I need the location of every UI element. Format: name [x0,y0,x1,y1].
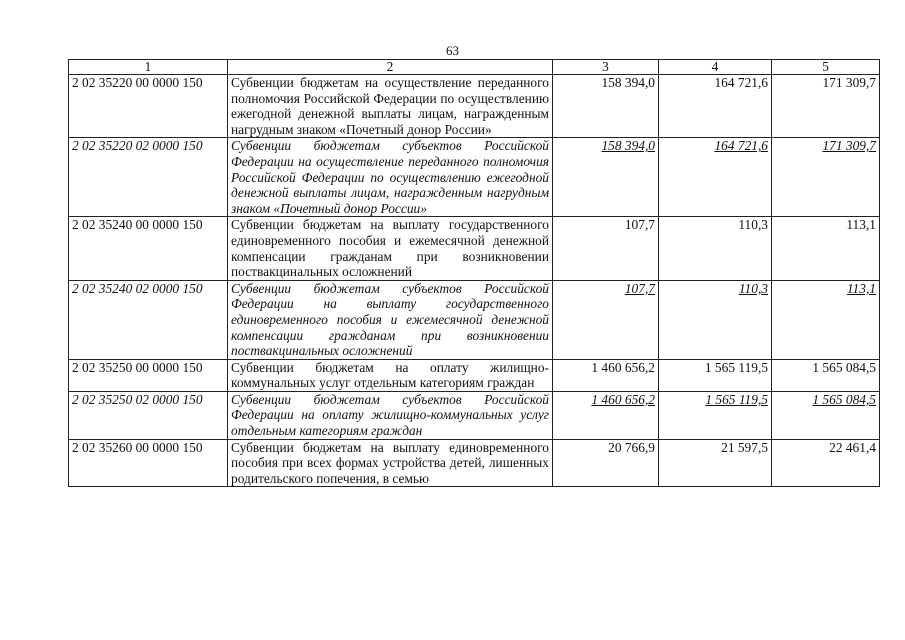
budget-code-cell: 2 02 35250 00 0000 150 [69,359,228,391]
header-row [69,60,880,75]
value-col5-cell [772,138,880,217]
value-col5: 1 565 084,5 [812,391,876,407]
value-col3: 107,7 [624,280,655,296]
budget-code-cell: 2 02 35240 02 0000 150 [69,280,228,359]
value-col4-cell [659,359,772,391]
table-row [69,359,880,391]
value-col4: 164 721,6 [714,75,768,90]
description-cell: Субвенции бюджетам субъектов Российской Федерации на осуществление переданного полномочия Российской Федерации по осуществлению ежегодной денежной выплаты лицам, награжденным нагрудным знаком «Почетный донор России» [228,138,553,217]
table-row [69,391,880,439]
value-col3-cell [553,359,659,391]
table-body [69,75,880,487]
value-col3-cell [553,217,659,280]
column-header-1: 1 [69,60,228,75]
value-col3: 1 460 656,2 [591,391,655,407]
value-col4: 21 597,5 [721,439,768,455]
value-col4: 110,3 [738,280,768,296]
value-col3-cell [553,75,659,138]
description-cell: Субвенции бюджетам субъектов Российской Федерации на выплату государственного единовременного пособия и ежемесячной денежной компенсации гражданам при возникновении поствакцинальных осложнений [228,280,553,359]
value-col4: 1 565 119,5 [705,391,768,407]
value-col3-cell [553,439,659,487]
value-col5: 113,1 [846,217,876,233]
value-col3-cell [553,138,659,217]
value-col5-cell [772,75,880,138]
table-row [69,138,880,217]
value-col3: 107,7 [624,217,655,233]
value-col4-cell [659,439,772,487]
description-cell: Субвенции бюджетам субъектов Российской Федерации на оплату жилищно-коммунальных услуг отдельным категориям граждан [228,391,553,439]
column-header-5: 5 [772,60,880,75]
table-row [69,75,880,138]
value-col5-cell [772,439,880,487]
value-col5: 171 309,7 [822,138,876,154]
table-row [69,439,880,487]
budget-code-cell: 2 02 35240 00 0000 150 [69,217,228,280]
value-col3: 158 394,0 [601,138,655,154]
value-col5: 1 565 084,5 [812,359,876,375]
value-col4: 1 565 119,5 [704,359,768,375]
budget-code-cell: 2 02 35220 02 0000 150 [69,138,228,217]
column-header-3: 3 [553,60,659,75]
description-cell: Субвенции бюджетам на осуществление переданного полномочия Российской Федерации по осуществлению ежегодной денежной выплаты лицам, награжденным нагрудным знаком «Почетный донор России» [228,75,553,138]
value-col4-cell [659,280,772,359]
value-col4: 164 721,6 [714,138,768,154]
value-col5-cell [772,217,880,280]
value-col4-cell [659,75,772,138]
value-col3: 158 394,0 [601,75,655,90]
page-number: 63 [446,43,459,58]
budget-code-cell: 2 02 35250 02 0000 150 [69,391,228,439]
value-col4: 110,3 [738,217,768,233]
value-col5-cell [772,391,880,439]
value-col3-cell [553,391,659,439]
table-row [69,280,880,359]
description-cell: Субвенции бюджетам на выплату государственного единовременного пособия и ежемесячной денежной компенсации гражданам при возникновении поствакцинальных осложнений [228,217,553,280]
value-col4-cell [659,217,772,280]
description-cell: Субвенции бюджетам на выплату единовременного пособия при всех формах устройства детей, лишенных родительского попечения, в семью [228,439,553,487]
value-col3-cell [553,280,659,359]
budget-code-cell: 2 02 35220 00 0000 150 [69,75,228,138]
table-row [69,217,880,280]
value-col3: 20 766,9 [608,439,655,455]
column-header-4: 4 [659,60,772,75]
value-col4-cell [659,391,772,439]
value-col3: 1 460 656,2 [591,359,655,375]
value-col5-cell [772,359,880,391]
value-col4-cell [659,138,772,217]
value-col5: 22 461,4 [829,439,876,455]
budget-table [68,59,880,487]
budget-code-cell: 2 02 35260 00 0000 150 [69,439,228,487]
value-col5: 171 309,7 [822,75,876,90]
value-col5: 113,1 [846,280,876,296]
description-cell: Субвенции бюджетам на оплату жилищно-коммунальных услуг отдельным категориям граждан [228,359,553,391]
column-header-2: 2 [228,60,553,75]
value-col5-cell [772,280,880,359]
